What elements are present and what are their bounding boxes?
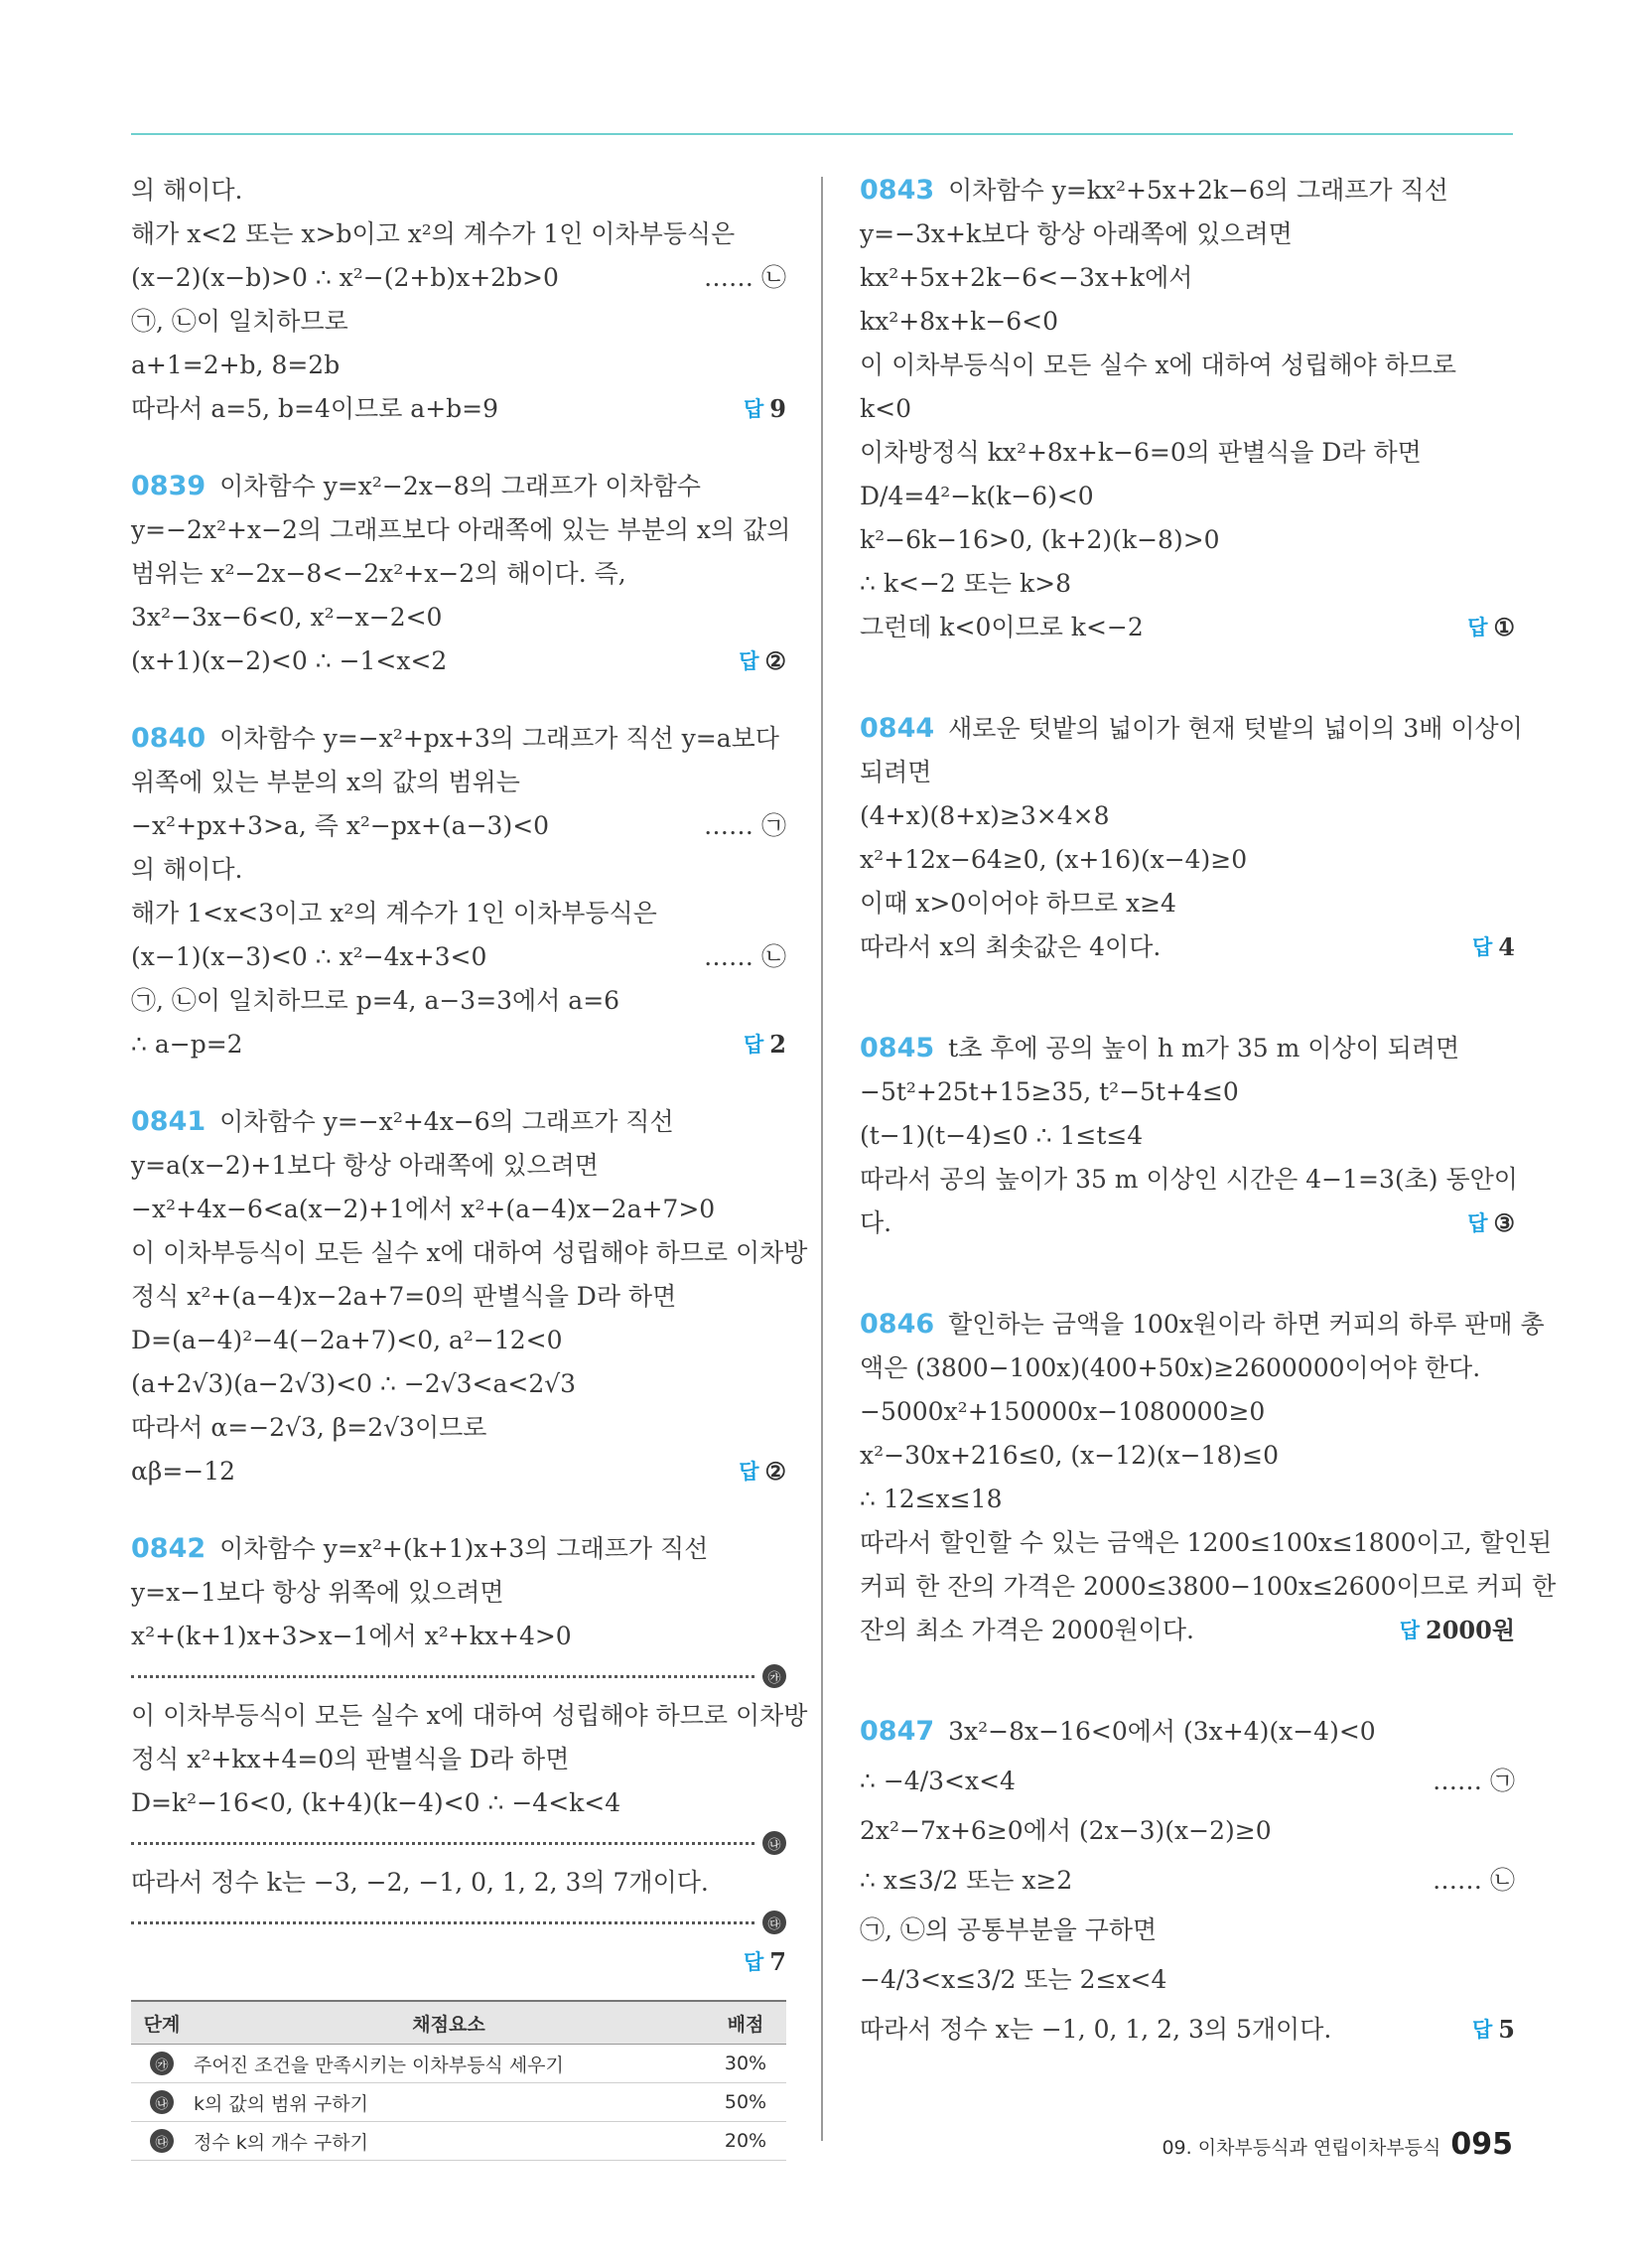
- step-divider: [131, 1905, 786, 1940]
- text-line: (a+2√3)(a−2√3)<0 ∴ −2√3<a<2√3: [131, 1369, 577, 1398]
- text-line: 해가 1<x<3이고 x²의 계수가 1인 이차부등식은: [131, 899, 657, 927]
- text-line: D/4=4²−k(k−6)<0: [860, 482, 1094, 510]
- table-cell: 주어진 조건을 만족시키는 이차부등식 세우기: [193, 2045, 705, 2083]
- problem-number: 0846: [860, 1309, 935, 1340]
- top-rule: [131, 133, 1513, 135]
- text-line: 0839 이차함수 y=x²−2x−8의 그래프가 이차함수: [131, 465, 786, 508]
- step-badge: ㉰: [150, 2129, 174, 2153]
- right-column: [860, 169, 1557, 2052]
- text-line: 해가 x<2 또는 x>b이고 x²의 계수가 1인 이차부등식은: [131, 219, 736, 248]
- table-cell: 30%: [705, 2045, 786, 2083]
- text-line: 따라서 할인할 수 있는 금액은 1200≤100x≤1800이고, 할인된: [860, 1528, 1553, 1557]
- problem-0840: [131, 717, 786, 1066]
- text-line: k²−6k−16>0, (k+2)(k−8)>0: [860, 525, 1220, 554]
- text-line: 의 해이다.: [131, 176, 243, 205]
- text-line: −x²+4x−6<a(x−2)+1에서 x²+(a−4)x−2a+7>0: [131, 1195, 716, 1223]
- equation-marker: …… ㉡: [704, 942, 786, 971]
- text-line: y=a(x−2)+1보다 항상 아래쪽에 있으려면: [131, 1151, 599, 1180]
- text-line: 0843 이차함수 y=kx²+5x+2k−6의 그래프가 직선: [860, 169, 1515, 213]
- equation-marker: …… ㉠: [1433, 1767, 1515, 1795]
- page-number: 095: [1450, 2127, 1513, 2162]
- problem-0847: [860, 1710, 1515, 2052]
- table-cell: k의 값의 범위 구하기: [193, 2083, 705, 2122]
- text-line: kx²+8x+k−6<0: [860, 307, 1059, 336]
- left-column: [131, 169, 808, 2161]
- table-row: [131, 2045, 786, 2083]
- text-line: 2x²−7x+6≥0에서 (2x−3)(x−2)≥0: [860, 1816, 1272, 1845]
- text-line: 이차방정식 kx²+8x+k−6=0의 판별식을 D라 하면: [860, 438, 1422, 467]
- table-header: 채점요소: [193, 2001, 705, 2045]
- problem-number: 0839: [131, 471, 206, 501]
- text-line: 그런데 k<0이므로 k<−2 답 ①: [860, 606, 1515, 649]
- answer: 답 7: [744, 1947, 786, 1976]
- step-badge: ㉯: [762, 1831, 786, 1855]
- text-line: 따라서 x의 최솟값은 4이다. 답 4: [860, 925, 1515, 969]
- step-badge: ㉮: [150, 2052, 174, 2075]
- text-line: (x−1)(x−3)<0 ∴ x²−4x+3<0 …… ㉡: [131, 935, 786, 979]
- text-line: 액은 (3800−100x)(400+50x)≥2600000이어야 한다.: [860, 1353, 1481, 1382]
- text-line: (x+1)(x−2)<0 ∴ −1<x<2 답 ②: [131, 639, 786, 683]
- text-line: D=(a−4)²−4(−2a+7)<0, a²−12<0: [131, 1326, 563, 1354]
- problem-0843: [860, 169, 1515, 649]
- equation-marker: …… ㉠: [704, 811, 786, 840]
- text-line: (t−1)(t−4)≤0 ∴ 1≤t≤4: [860, 1121, 1144, 1150]
- problem-number: 0847: [860, 1716, 935, 1747]
- text-line: 범위는 x²−2x−8<−2x²+x−2의 해이다. 즉,: [131, 559, 626, 588]
- text-line: 따라서 정수 k는 −3, −2, −1, 0, 1, 2, 3의 7개이다.: [131, 1868, 709, 1897]
- problem-0842: [131, 1527, 808, 2161]
- answer: 답 ②: [739, 646, 786, 675]
- equation-marker: …… ㉡: [704, 263, 786, 292]
- text-line: ∴ x≤3/2 또는 x≥2 …… ㉡: [860, 1853, 1515, 1909]
- answer: 답 2: [744, 1030, 786, 1059]
- text-line: 0844 새로운 텃밭의 넓이가 현재 텃밭의 넓이의 3배 이상이: [860, 707, 1515, 751]
- text-line: x²+(k+1)x+3>x−1에서 x²+kx+4>0: [131, 1622, 572, 1650]
- text-line: 따라서 정수 x는 −1, 0, 1, 2, 3의 5개이다. 답 5: [860, 2008, 1515, 2052]
- text-line: 따라서 공의 높이가 35 m 이상인 시간은 4−1=3(초) 동안이: [860, 1165, 1518, 1194]
- equation-marker: …… ㉡: [1433, 1866, 1515, 1895]
- problem-number: 0845: [860, 1033, 935, 1063]
- text-line: 정식 x²+(a−4)x−2a+7=0의 판별식을 D라 하면: [131, 1282, 677, 1311]
- text-line: 되려면: [860, 758, 932, 786]
- step-divider: [131, 1825, 786, 1861]
- column-divider: [821, 177, 823, 2141]
- text-line: 0842 이차함수 y=x²+(k+1)x+3의 그래프가 직선: [131, 1527, 786, 1571]
- text-line: 0846 할인하는 금액을 100x원이라 하면 커피의 하루 판매 총: [860, 1303, 1515, 1347]
- text-line: −5t²+25t+15≥35, t²−5t+4≤0: [860, 1077, 1239, 1106]
- step-badge: ㉰: [762, 1911, 786, 1934]
- page-footer: [1162, 2127, 1513, 2162]
- problem-number: 0840: [131, 723, 206, 754]
- text-line: 0841 이차함수 y=−x²+4x−6의 그래프가 직선: [131, 1100, 786, 1144]
- text-line: y=−2x²+x−2의 그래프보다 아래쪽에 있는 부분의 x의 값의: [131, 515, 791, 544]
- text-line: 정식 x²+kx+4=0의 판별식을 D라 하면: [131, 1745, 570, 1773]
- answer: 답 ③: [1467, 1208, 1515, 1237]
- text-line: 이 이차부등식이 모든 실수 x에 대하여 성립해야 하므로 이차방: [131, 1238, 808, 1267]
- step-badge: ㉯: [150, 2090, 174, 2114]
- text-line: x²+12x−64≥0, (x+16)(x−4)≥0: [860, 845, 1248, 874]
- text-line: 위쪽에 있는 부분의 x의 값의 범위는: [131, 768, 520, 796]
- chapter-title: 09. 이차부등식과 연립이차부등식: [1162, 2137, 1441, 2159]
- text-line: 다. 답 ③: [860, 1202, 1515, 1245]
- problem-number: 0841: [131, 1106, 206, 1137]
- text-line: ㉠, ㉡의 공통부분을 구하면: [860, 1915, 1158, 1944]
- text-line: ∴ a−p=2 답 2: [131, 1023, 786, 1066]
- problem-0839: [131, 465, 791, 683]
- problem-0844: [860, 707, 1523, 969]
- text-line: 따라서 α=−2√3, β=2√3이므로: [131, 1413, 487, 1442]
- text-line: ㉠, ㉡이 일치하므로 p=4, a−3=3에서 a=6: [131, 986, 620, 1015]
- text-line: [131, 1940, 786, 1984]
- answer: 답 5: [1472, 2015, 1515, 2044]
- text-line: 따라서 a=5, b=4이므로 a+b=9 답 9: [131, 387, 786, 431]
- text-line: ∴ k<−2 또는 k>8: [860, 569, 1071, 598]
- step-divider: [131, 1658, 786, 1694]
- text-line: (4+x)(8+x)≥3×4×8: [860, 801, 1110, 830]
- scoring-table: [131, 2000, 786, 2161]
- answer: 답 ①: [1467, 613, 1515, 641]
- text-line: kx²+5x+2k−6<−3x+k에서: [860, 263, 1193, 292]
- text-line: x²−30x+216≤0, (x−12)(x−18)≤0: [860, 1441, 1279, 1470]
- text-line: (x−2)(x−b)>0 ∴ x²−(2+b)x+2b>0 …… ㉡: [131, 256, 786, 300]
- step-badge: ㉮: [762, 1664, 786, 1688]
- table-cell: 50%: [705, 2083, 786, 2122]
- text-line: ∴ −4/3<x<4 …… ㉠: [860, 1754, 1515, 1809]
- text-line: 커피 한 잔의 가격은 2000≤3800−100x≤2600이므로 커피 한: [860, 1572, 1557, 1601]
- text-line: a+1=2+b, 8=2b: [131, 351, 341, 379]
- problem-number: 0843: [860, 175, 935, 206]
- table-cell: 20%: [705, 2122, 786, 2161]
- text-line: ㉠, ㉡이 일치하므로: [131, 307, 348, 336]
- problem-number: 0842: [131, 1533, 206, 1564]
- problem-number: 0844: [860, 713, 935, 744]
- text-line: 0840 이차함수 y=−x²+px+3의 그래프가 직선 y=a보다: [131, 717, 786, 761]
- text-line: 잔의 최소 가격은 2000원이다. 답 2000원: [860, 1609, 1515, 1652]
- table-row: [131, 2122, 786, 2161]
- text-line: 이때 x>0이어야 하므로 x≥4: [860, 889, 1176, 918]
- text-line: 의 해이다.: [131, 855, 243, 884]
- answer: 답 9: [744, 394, 786, 423]
- text-line: −4/3<x≤3/2 또는 2≤x<4: [860, 1965, 1167, 1994]
- text-line: 이 이차부등식이 모든 실수 x에 대하여 성립해야 하므로 이차방: [131, 1701, 808, 1730]
- text-line: 이 이차부등식이 모든 실수 x에 대하여 성립해야 하므로: [860, 351, 1457, 379]
- text-line: y=−3x+k보다 항상 아래쪽에 있으려면: [860, 219, 1293, 248]
- problem-0846: [860, 1303, 1557, 1652]
- text-line: −5000x²+150000x−1080000≥0: [860, 1397, 1266, 1426]
- problem-0841: [131, 1100, 808, 1493]
- table-header: 배점: [705, 2001, 786, 2045]
- text-line: 0847 3x²−8x−16<0에서 (3x+4)(x−4)<0: [860, 1710, 1515, 1754]
- table-row: [131, 2083, 786, 2122]
- text-line: k<0: [860, 394, 912, 423]
- table-cell: 정수 k의 개수 구하기: [193, 2122, 705, 2161]
- answer: 답 4: [1472, 932, 1515, 961]
- answer: 답 ②: [739, 1457, 786, 1486]
- text-line: −x²+px+3>a, 즉 x²−px+(a−3)<0 …… ㉠: [131, 804, 786, 848]
- text-line: D=k²−16<0, (k+4)(k−4)<0 ∴ −4<k<4: [131, 1788, 621, 1817]
- text-line: ∴ 12≤x≤18: [860, 1485, 1003, 1513]
- text-line: y=x−1보다 항상 위쪽에 있으려면: [131, 1578, 504, 1607]
- table-header: 단계: [131, 2001, 193, 2045]
- problem-0845: [860, 1027, 1518, 1245]
- text-line: 0845 t초 후에 공의 높이 h m가 35 m 이상이 되려면: [860, 1027, 1515, 1070]
- text-line: 3x²−3x−6<0, x²−x−2<0: [131, 603, 443, 632]
- intro-solution: [131, 169, 786, 431]
- answer: 답 2000원: [1399, 1616, 1515, 1644]
- text-line: αβ=−12 답 ②: [131, 1450, 786, 1493]
